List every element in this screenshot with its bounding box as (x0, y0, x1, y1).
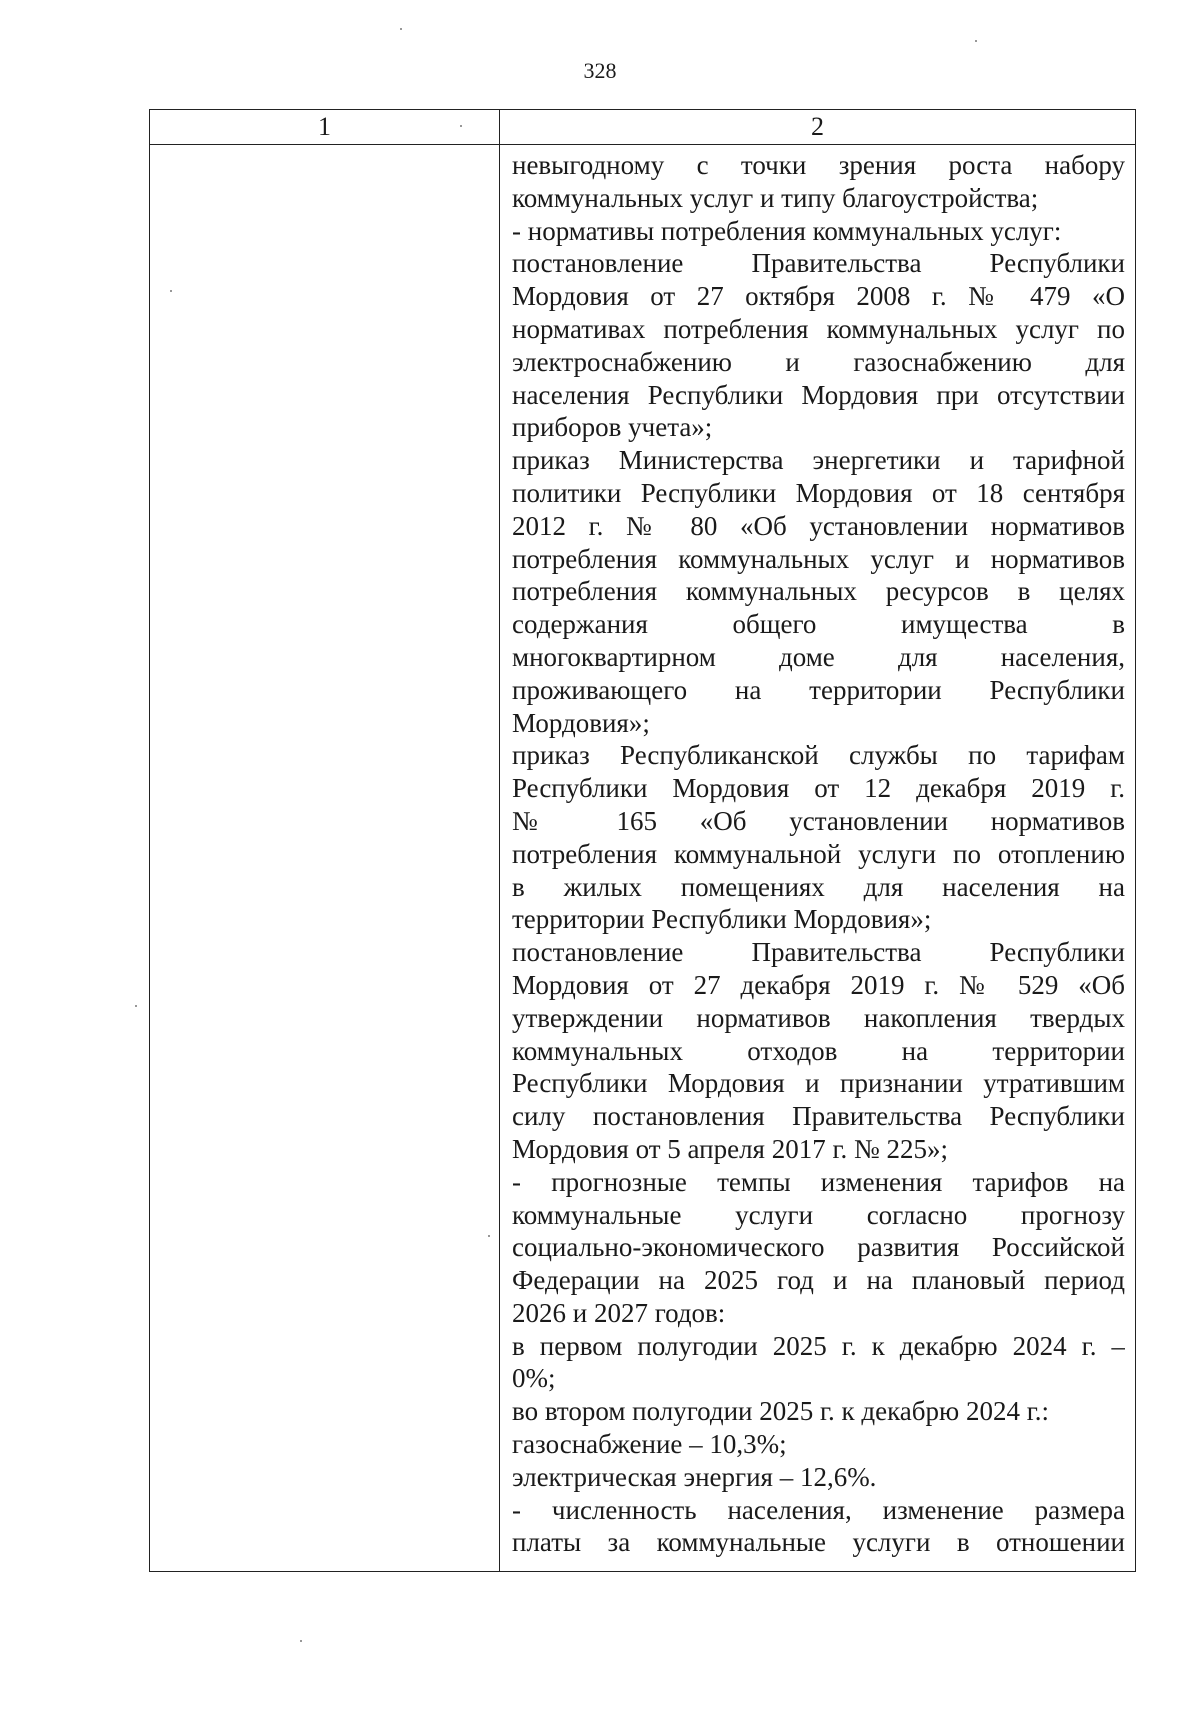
text-line: утверждении нормативов накопления твердых (512, 1002, 1125, 1033)
text-line: проживающего на территории Республики (512, 674, 1125, 705)
text-line: 2012 г. № 80 «Об установлении нормативов (512, 510, 1125, 541)
column-2-header: 2 (500, 110, 1136, 145)
column-1-header: 1 (150, 110, 500, 145)
text-line: коммунальных услуг и типу благоустройства; (512, 182, 1039, 213)
text-line: приказ Республиканской службы по тарифам (512, 740, 1125, 771)
scan-speck (460, 125, 462, 127)
text-line: Республики Мордовия от 12 декабря 2019 г. (512, 773, 1125, 804)
text-line: в первом полугодии 2025 г. к декабрю 2024 г. – (512, 1330, 1125, 1361)
text-line: нормативах потребления коммунальных услуг по (512, 313, 1125, 344)
scan-speck (170, 290, 172, 292)
text-line: 2026 и 2027 годов: (512, 1297, 726, 1328)
text-line: коммунальные услуги согласно прогнозу (512, 1199, 1125, 1230)
text-line: Мордовия от 27 декабря 2019 г. № 529 «Об (512, 969, 1125, 1000)
text-line: содержания общего имущества в (512, 609, 1125, 640)
text-line: Республики Мордовия и признании утратившим (512, 1068, 1125, 1099)
text-line: постановление Правительства Республики (512, 937, 1125, 968)
text-line: территории Республики Мордовия»; (512, 904, 932, 935)
text-line: коммунальных отходов на территории (512, 1035, 1125, 1066)
scan-speck (300, 1640, 302, 1642)
text-line: приборов учета»; (512, 412, 713, 443)
scan-speck (400, 28, 402, 30)
text-line: невыгодному с точки зрения роста набору (512, 150, 1125, 180)
text-line: Мордовия от 5 апреля 2017 г. № 225»; (512, 1133, 949, 1164)
scan-speck (135, 1005, 137, 1007)
page-number: 328 (583, 58, 617, 83)
text-line: во втором полугодии 2025 г. к декабрю 2024 г.: (512, 1396, 1049, 1427)
column-2-text (512, 149, 1125, 1559)
text-line: постановление Правительства Республики (512, 248, 1125, 279)
text-line: электроснабжению и газоснабжению для (512, 346, 1125, 377)
text-line: потребления коммунальных ресурсов в целях (512, 576, 1125, 607)
text-line: - прогнозные темпы изменения тарифов на (512, 1166, 1125, 1197)
text-line: многоквартирном доме для населения, (512, 641, 1125, 672)
text-line: газоснабжение – 10,3%; (512, 1429, 787, 1460)
text-line: силу постановления Правительства Республики (512, 1101, 1125, 1132)
text-line: в жилых помещениях для населения на (512, 871, 1125, 902)
text-line: - нормативы потребления коммунальных услуг: (512, 215, 1062, 246)
text-line: Федерации на 2025 год и на плановый период (512, 1265, 1125, 1296)
column-1-cell (150, 145, 500, 1572)
text-line: платы за коммунальные услуги в отношении (512, 1527, 1125, 1558)
document-table (149, 109, 1136, 1572)
text-line: - численность населения, изменение размера (512, 1494, 1125, 1525)
text-line: потребления коммунальной услуги по отоплению (512, 838, 1125, 869)
table-body-row (150, 145, 1136, 1572)
text-line: приказ Министерства энергетики и тарифной (512, 445, 1125, 476)
text-line: электрическая энергия – 12,6%. (512, 1461, 877, 1492)
scan-speck (488, 1235, 490, 1237)
scan-speck (975, 40, 977, 42)
text-line: Мордовия»; (512, 707, 650, 738)
text-line: социально-экономического развития Российской (512, 1232, 1125, 1263)
text-line: потребления коммунальных услуг и нормативов (512, 543, 1125, 574)
column-2-cell (500, 145, 1136, 1572)
text-line: Мордовия от 27 октября 2008 г. № 479 «О (512, 281, 1125, 312)
text-line: 0%; (512, 1363, 556, 1394)
text-line: политики Республики Мордовия от 18 сентября (512, 477, 1125, 508)
text-line: населения Республики Мордовия при отсутствии (512, 379, 1125, 410)
table-header-row (150, 110, 1136, 145)
text-line: № 165 «Об установлении нормативов (512, 805, 1125, 836)
